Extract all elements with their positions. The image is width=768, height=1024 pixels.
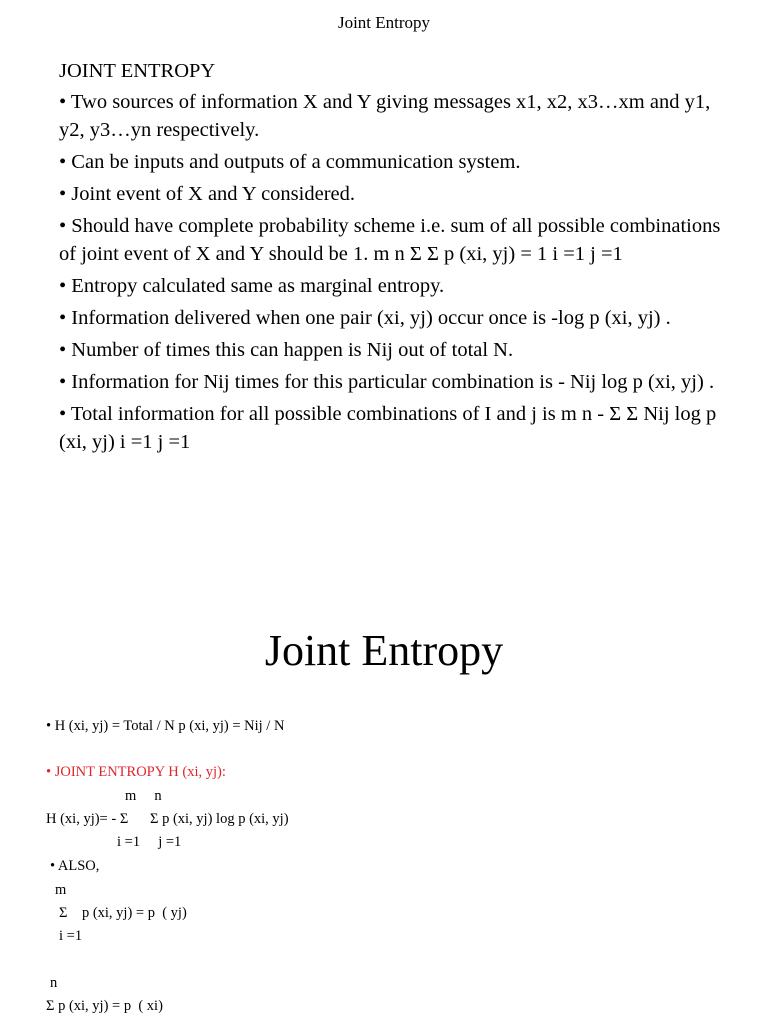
- bullet-item: • Total information for all possible combinations of I and j is m n - Σ Σ Nij log p (xi, yj) i =1 j =1: [59, 403, 717, 453]
- bullet-item: • Can be inputs and outputs of a communication system.: [59, 151, 521, 173]
- bullet-item: • Two sources of information X and Y giving messages x1, x2, x3…xm and y1, y2, y3…yn respectively.: [59, 91, 711, 141]
- formula-upper-limit: n: [50, 975, 58, 991]
- also-label: • ALSO,: [50, 858, 100, 874]
- formula-marginal-y: Σ p (xi, yj) = p ( yj): [59, 905, 187, 921]
- bullet-item: • Entropy calculated same as marginal entropy.: [59, 275, 445, 297]
- formula-lower-limits: i =1 j =1: [117, 834, 182, 850]
- bullet-item: • Information for Nij times for this particular combination is - Nij log p (xi, yj) .: [59, 371, 715, 393]
- formula-marginal-x: Σ p (xi, yj) = p ( xi): [46, 998, 163, 1014]
- formula-h-definition: • H (xi, yj) = Total / N p (xi, yj) = Nij / N: [46, 718, 285, 734]
- formula-joint-entropy: H (xi, yj)= - Σ Σ p (xi, yj) log p (xi, yj): [46, 811, 289, 827]
- joint-entropy-label: • JOINT ENTROPY H (xi, yj):: [46, 764, 226, 780]
- bullet-item: • Number of times this can happen is Nij out of total N.: [59, 339, 514, 361]
- slide-title: Joint Entropy: [264, 626, 504, 675]
- section-heading: JOINT ENTROPY: [59, 60, 216, 82]
- bullet-item: • Should have complete probability scheme i.e. sum of all possible combinations of joint event of X and Y should be 1. m n Σ Σ p (xi, yj) = 1 i =1 j =1: [59, 215, 721, 265]
- formula-upper-limit: m: [55, 882, 67, 898]
- bullet-item: • Joint event of X and Y considered.: [59, 183, 355, 205]
- formula-upper-limits: m n: [125, 788, 162, 804]
- page-header-title: Joint Entropy: [337, 13, 431, 32]
- bullet-item: • Information delivered when one pair (xi, yj) occur once is -log p (xi, yj) .: [59, 307, 671, 329]
- formula-lower-limit: i =1: [59, 928, 83, 944]
